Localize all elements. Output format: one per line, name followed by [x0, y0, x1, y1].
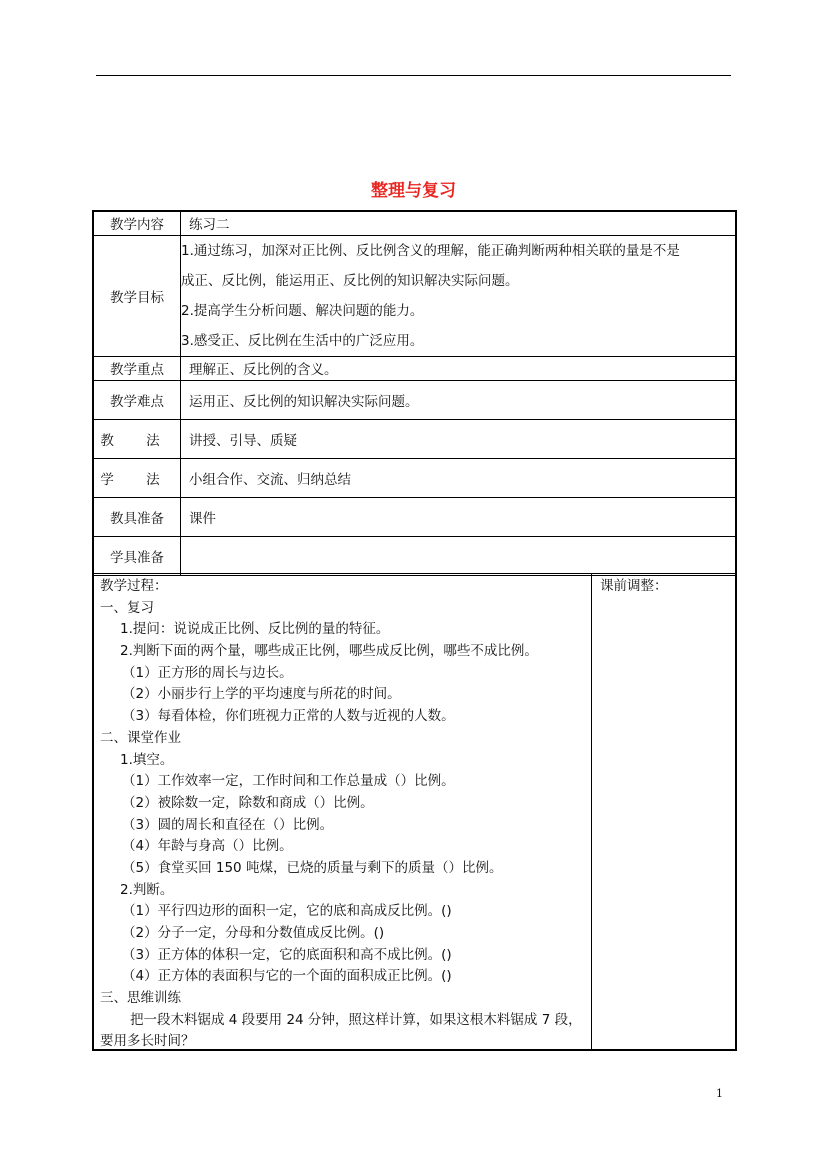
- row-content: [93, 211, 736, 235]
- goal-value: [181, 235, 737, 356]
- review-item: （1）正方形的周长与边长。: [122, 664, 293, 681]
- goal-line: 成正、反比例，能运用正、反比例的知识解决实际问题。: [181, 272, 519, 289]
- process-heading: 教学过程：: [100, 578, 168, 594]
- teach-method-value: 讲授、引导、质疑: [181, 419, 737, 458]
- review-item: （3）每看体检，你们班视力正常的人数与近视的人数。: [122, 708, 455, 725]
- judge-item: （2）分子一定，分母和分数值成反比例。(): [122, 925, 385, 941]
- judge-item: （1）平行四边形的面积一定，它的底和高成反比例。(): [122, 903, 452, 920]
- fill-in-item: （2）被除数一定，除数和商成（）比例。: [122, 794, 374, 811]
- row-key: [93, 356, 736, 380]
- goal-line: 2.提高学生分析问题、解决问题的能力。: [181, 302, 424, 319]
- difficulty-label: 教学难点: [93, 380, 181, 419]
- review-question-2: 2.判断下面的两个量，哪些成正比例，哪些成反比例，哪些不成比例。: [120, 643, 538, 660]
- section-review-title: 一、复习: [100, 599, 154, 616]
- goal-line: 1.通过练习，加深对正比例、反比例含义的理解，能正确判断两种相关联的量是不是: [181, 242, 680, 259]
- fill-in-item: （4）年龄与身高（）比例。: [122, 838, 293, 855]
- row-student-tools: [93, 536, 736, 575]
- judge-item: （3）正方体的体积一定，它的底面积和高不成比例。(): [122, 946, 452, 963]
- content-label: 教学内容: [93, 211, 181, 235]
- difficulty-value: 运用正、反比例的知识解决实际问题。: [181, 380, 737, 419]
- row-difficulty: [93, 380, 736, 419]
- page-number: 1: [716, 1087, 723, 1100]
- learn-method-value: 小组合作、交流、归纳总结: [181, 458, 737, 497]
- learn-method-label: 学 法: [93, 458, 181, 497]
- row-teach-method: [93, 419, 736, 458]
- key-value: 理解正、反比例的含义。: [181, 356, 737, 380]
- row-learn-method: [93, 458, 736, 497]
- teacher-tools-label: 教具准备: [93, 497, 181, 536]
- fill-in-item: （1）工作效率一定，工作时间和工作总量成（）比例。: [122, 773, 455, 790]
- thinking-problem-line: 把一段木料锯成 4 段要用 24 分钟，照这样计算，如果这根木料锯成 7 段，: [130, 1011, 582, 1028]
- page-title: 整理与复习: [371, 181, 456, 201]
- fill-in-item: （3）圆的周长和直径在（）比例。: [122, 816, 334, 833]
- teaching-process: [100, 576, 588, 1053]
- key-label: 教学重点: [93, 356, 181, 380]
- section-classwork-title: 二、课堂作业: [100, 729, 181, 746]
- teacher-tools-value: 课件: [181, 497, 737, 536]
- row-teacher-tools: [93, 497, 736, 536]
- judge-title: 2.判断。: [120, 881, 174, 898]
- section-thinking-title: 三、思维训练: [100, 990, 181, 1007]
- row-goals: [93, 235, 736, 356]
- student-tools-label: 学具准备: [93, 536, 181, 575]
- teaching-process-box: [92, 573, 737, 1051]
- goal-line: 3.感受正、反比例在生活中的广泛应用。: [181, 332, 424, 349]
- teach-method-label: 教 法: [93, 419, 181, 458]
- review-item: （2）小丽步行上学的平均速度与所花的时间。: [122, 686, 401, 703]
- fill-in-item: （5）食堂买回 150 吨煤，已烧的质量与剩下的质量（）比例。: [122, 859, 503, 876]
- thinking-problem-line: 要用多长时间？: [100, 1033, 195, 1050]
- column-divider: [591, 574, 592, 1049]
- judge-item: （4）正方体的表面积与它的一个面的面积成正比例。(): [122, 968, 452, 985]
- header-rule: [96, 75, 731, 76]
- content-value: 练习二: [181, 211, 737, 235]
- goal-label: 教学目标: [93, 235, 181, 356]
- student-tools-value: [181, 536, 737, 575]
- pre-class-adjustment: 课前调整：: [600, 578, 668, 594]
- review-question-1: 1.提问：说说成正比例、反比例的量的特征。: [120, 621, 390, 638]
- fill-in-title: 1.填空。: [120, 751, 174, 768]
- lesson-info-table: [92, 210, 737, 576]
